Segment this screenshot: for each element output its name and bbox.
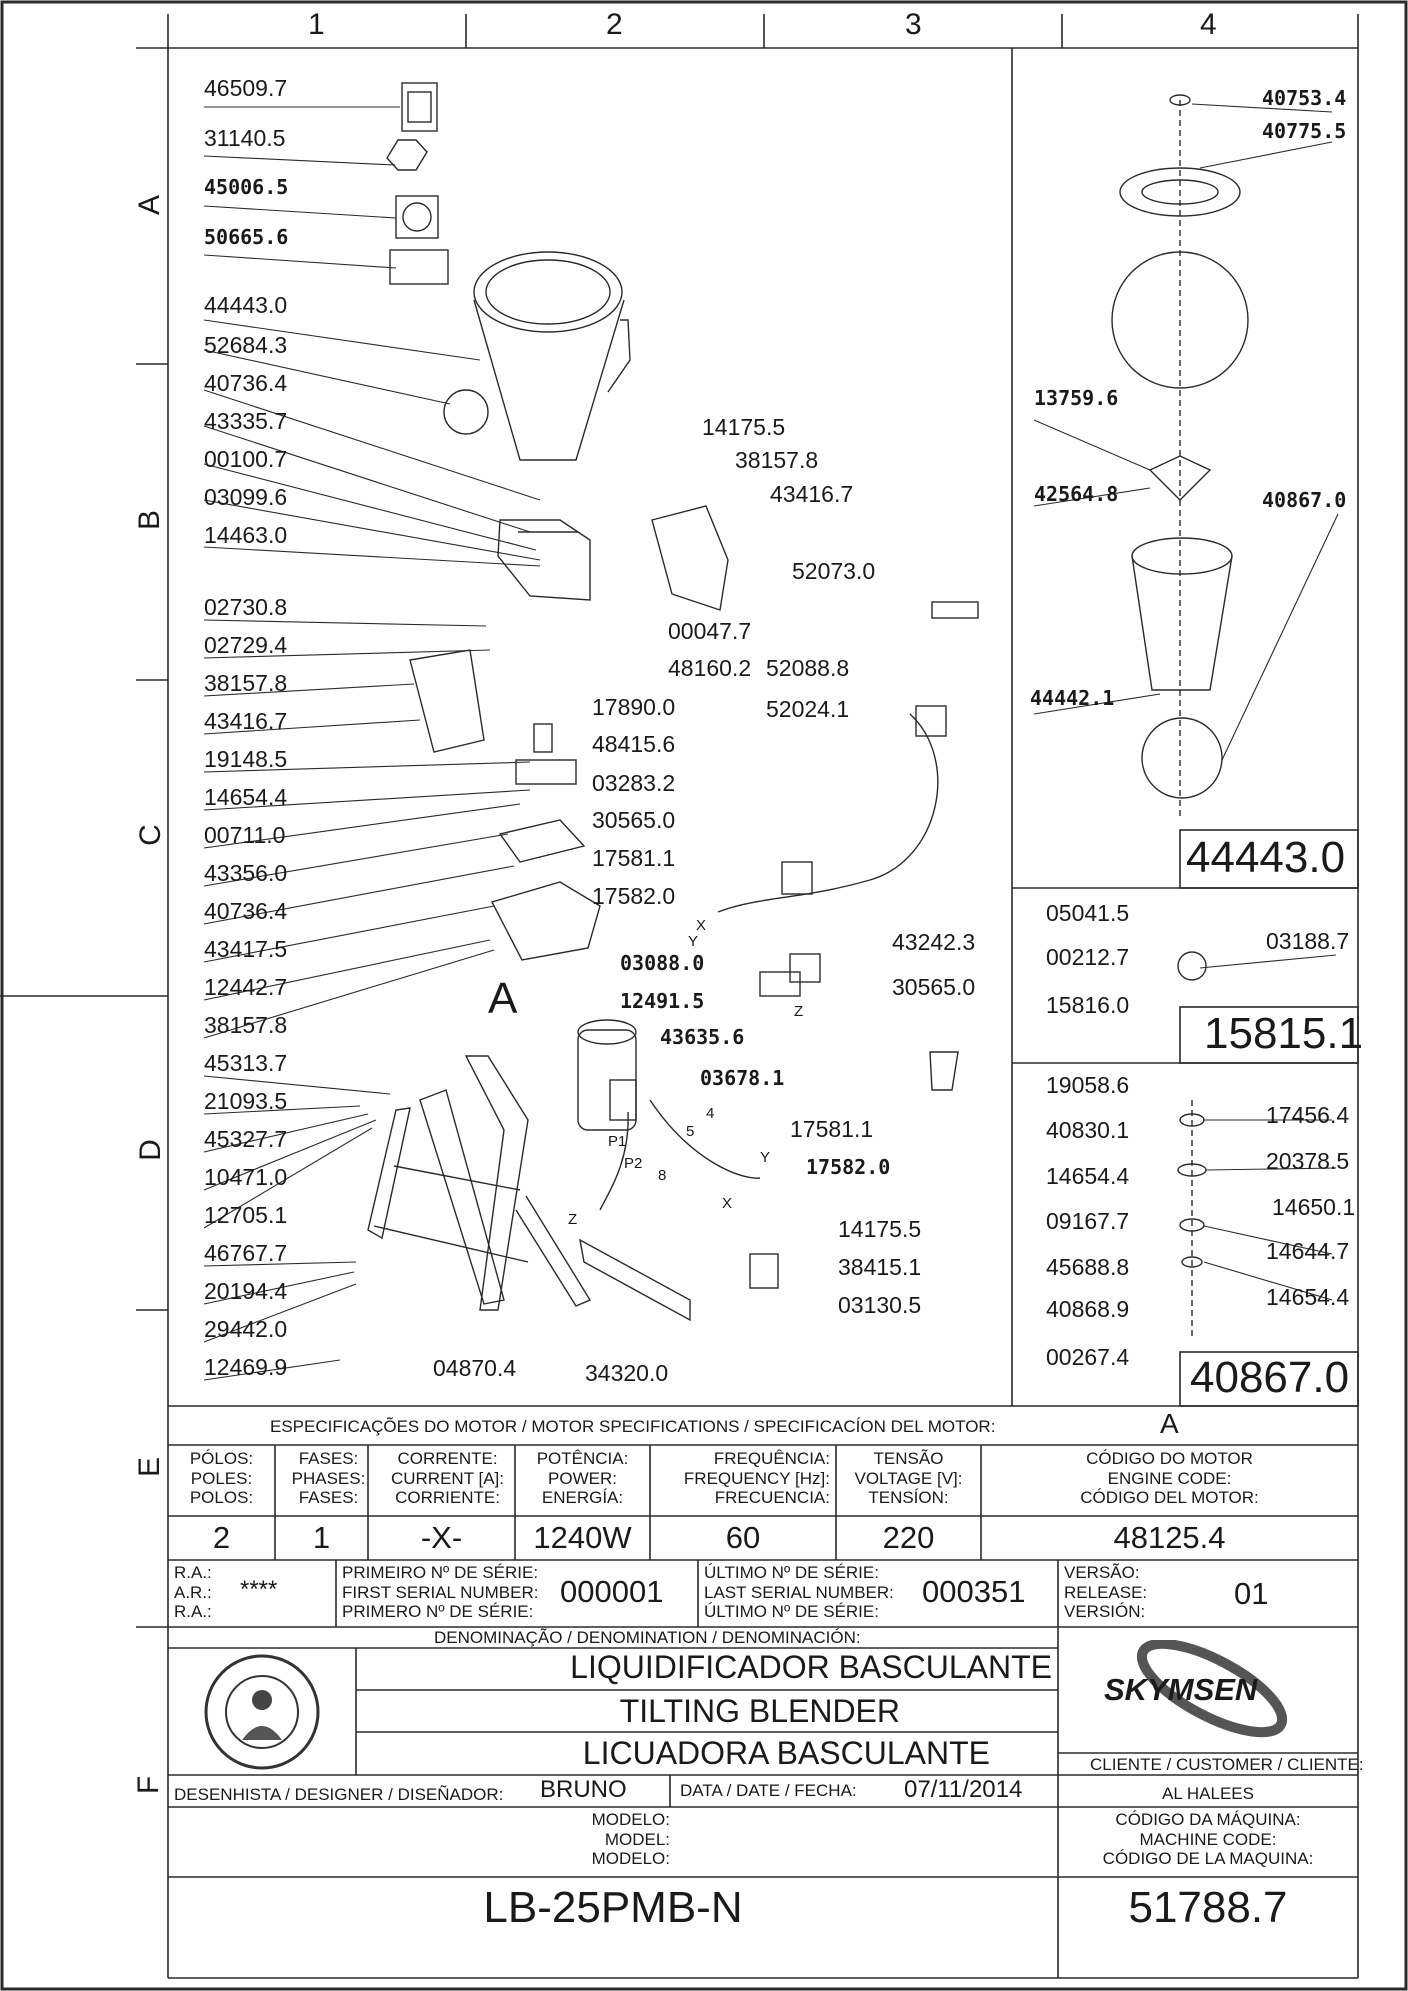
part-label: 03188.7 <box>1266 928 1350 954</box>
ra-labels: R.A.: A.R.: R.A.: <box>174 1563 212 1622</box>
part-label: 52684.3 <box>204 332 288 358</box>
part-label: 45006.5 <box>204 175 289 199</box>
part-label: 43242.3 <box>892 929 976 955</box>
part-label: 12442.7 <box>204 974 288 1000</box>
part-label: 46767.7 <box>204 1240 288 1266</box>
grid-col-1: 1 <box>308 8 325 41</box>
first-serial-value: 000001 <box>560 1574 664 1609</box>
part-label: 38157.8 <box>735 447 819 473</box>
designer-label: DESENHISTA / DESIGNER / DISEÑADOR: <box>174 1785 504 1804</box>
part-label: 38157.8 <box>204 670 288 696</box>
last-serial-labels: ÚLTIMO Nº DE SÉRIE: LAST SERIAL NUMBER: ÚLTIMO Nº DE SÉRIE: <box>704 1563 894 1622</box>
part-label: 40868.9 <box>1046 1296 1130 1322</box>
grid-row-f: F <box>132 1775 166 1795</box>
part-label: 00711.0 <box>204 822 286 848</box>
wire-label: Z <box>794 1003 804 1020</box>
part-label: 40736.4 <box>204 370 288 396</box>
part-label: 42564.8 <box>1034 482 1119 506</box>
part-label: 17582.0 <box>592 883 676 909</box>
part-label: 40753.4 <box>1262 86 1347 110</box>
part-label: 48160.2 <box>668 655 752 681</box>
part-label: 40867.0 <box>1262 488 1347 512</box>
model-labels: MODELO: MODEL: MODELO: <box>591 1810 670 1869</box>
last-serial-value: 000351 <box>922 1574 1026 1609</box>
denomination-en: TILTING BLENDER <box>619 1693 900 1729</box>
part-label: 00047.7 <box>668 618 752 644</box>
grid-row-e: E <box>133 1456 167 1478</box>
version-value: 01 <box>1234 1576 1269 1611</box>
part-label: 44443.0 <box>204 292 288 318</box>
part-label: 40736.4 <box>204 898 288 924</box>
sticker-46509 <box>402 83 437 131</box>
ground-symbol <box>387 140 427 170</box>
part-label: 21093.5 <box>204 1088 288 1114</box>
part-label: 15816.0 <box>1046 992 1130 1018</box>
spec-value-power: 1240W <box>533 1520 632 1555</box>
spec-value-voltage: 220 <box>882 1520 935 1555</box>
part-label: 19148.5 <box>204 746 288 772</box>
part-label: 45327.7 <box>204 1126 288 1152</box>
part-label: 45688.8 <box>1046 1254 1130 1280</box>
part-label: 43416.7 <box>770 481 854 507</box>
part-label: 44442.1 <box>1030 686 1115 710</box>
spec-header-poles: PÓLOS: POLES: POLOS: <box>189 1449 254 1508</box>
part-label: 43356.0 <box>204 860 288 886</box>
wire-label: P1 <box>608 1133 627 1150</box>
part-label: 14175.5 <box>838 1216 922 1242</box>
wire-label: 5 <box>686 1123 695 1140</box>
part-label: 43416.7 <box>204 708 288 734</box>
grid-row-a: A <box>133 194 167 216</box>
part-label: 03099.6 <box>204 484 288 510</box>
spec-header-current: CORRENTE: CURRENT [A]: CORRIENTE: <box>390 1449 505 1508</box>
part-label: 50665.6 <box>204 225 289 249</box>
customer-value: AL HALEES <box>1162 1784 1254 1803</box>
part-label: 52073.0 <box>792 558 876 584</box>
part-label: 30565.0 <box>892 974 976 1000</box>
spec-header-frequency: FREQUÊNCIA: FREQUENCY [Hz]: FRECUENCIA: <box>683 1449 830 1508</box>
designer-value: BRUNO <box>540 1776 627 1803</box>
part-label: 43417.5 <box>204 936 288 962</box>
part-label: 17581.1 <box>592 845 676 871</box>
part-label: 12491.5 <box>620 989 705 1013</box>
part-label: 00212.7 <box>1046 944 1130 970</box>
part-label: 14463.0 <box>204 522 288 548</box>
spec-header-power: POTÊNCIA: POWER: ENERGÍA: <box>536 1449 629 1508</box>
part-label: 38415.1 <box>838 1254 922 1280</box>
brand-name: SKYMSEN <box>1104 1672 1258 1707</box>
part-label: 43635.6 <box>660 1025 745 1049</box>
spec-header-engine-code: CÓDIGO DO MOTOR ENGINE CODE: CÓDIGO DEL MOTOR: <box>1080 1449 1259 1508</box>
spec-value-frequency: 60 <box>725 1520 761 1555</box>
spec-value-engine-code: 48125.4 <box>1113 1520 1226 1555</box>
part-label: 19058.6 <box>1046 1072 1130 1098</box>
part-label: 40775.5 <box>1262 119 1347 143</box>
part-label: 38157.8 <box>204 1012 288 1038</box>
part-label: 20194.4 <box>204 1278 288 1304</box>
part-label: 14654.4 <box>1046 1163 1130 1189</box>
wire-label: P2 <box>624 1155 643 1172</box>
skymsen-logo <box>1094 1640 1324 1740</box>
part-label: 17890.0 <box>592 694 676 720</box>
part-label: 34320.0 <box>585 1360 669 1386</box>
wire-label: Y <box>688 933 699 950</box>
grid-row-d: D <box>133 1139 167 1161</box>
part-label: 48415.6 <box>592 731 676 757</box>
part-label: 14175.5 <box>702 414 786 440</box>
part-label: 03088.0 <box>620 951 705 975</box>
part-label: 46509.7 <box>204 75 288 101</box>
part-label: 12705.1 <box>204 1202 288 1228</box>
part-label: 17456.4 <box>1266 1102 1350 1128</box>
wire-label: Y <box>760 1149 771 1166</box>
spec-value-poles: 2 <box>212 1520 231 1555</box>
specs-title: ESPECIFICAÇÕES DO MOTOR / MOTOR SPECIFICATIONS / SPECIFICACÍON DEL MOTOR: <box>270 1417 996 1436</box>
part-label: 14654.4 <box>204 784 288 810</box>
spec-value-current: -X- <box>420 1520 463 1555</box>
specs-motor-ref: A <box>1160 1408 1179 1439</box>
machine-code-labels: CÓDIGO DA MÁQUINA: MACHINE CODE: CÓDIGO DE LA MAQUINA: <box>1102 1810 1314 1869</box>
detail-a-label: A <box>488 974 518 1023</box>
part-label: 03678.1 <box>700 1066 785 1090</box>
wire-label: 8 <box>658 1167 667 1184</box>
denomination-es: LICUADORA BASCULANTE <box>582 1735 990 1771</box>
customer-label: CLIENTE / CUSTOMER / CLIENTE: <box>1090 1755 1364 1774</box>
first-serial-labels: PRIMEIRO Nº DE SÉRIE: FIRST SERIAL NUMBER: PRIMERO Nº DE SÉRIE: <box>342 1563 539 1622</box>
denomination-label: DENOMINAÇÃO / DENOMINATION / DENOMINACIÓN: <box>434 1628 861 1647</box>
part-label: 30565.0 <box>592 807 676 833</box>
part-label: 14644.7 <box>1266 1238 1350 1264</box>
part-label: 09167.7 <box>1046 1208 1130 1234</box>
part-label: 00267.4 <box>1046 1344 1130 1370</box>
wire-label: 4 <box>706 1105 715 1122</box>
part-label: 17581.1 <box>790 1116 874 1142</box>
part-label: 00100.7 <box>204 446 288 472</box>
technical-assistance-seal <box>196 1652 328 1772</box>
assembly-code-jar: 44443.0 <box>1186 833 1346 882</box>
assembly-code-blade: 40867.0 <box>1190 1353 1350 1402</box>
spec-value-phases: 1 <box>312 1520 331 1555</box>
part-label: 10471.0 <box>204 1164 288 1190</box>
machine-code-value: 51788.7 <box>1128 1883 1288 1932</box>
grid-col-3: 3 <box>905 8 922 41</box>
part-label: 14654.4 <box>1266 1284 1350 1310</box>
part-label: 04870.4 <box>433 1355 517 1381</box>
part-label: 12469.9 <box>204 1354 288 1380</box>
date-value: 07/11/2014 <box>904 1776 1023 1803</box>
part-label: 02730.8 <box>204 594 288 620</box>
version-labels: VERSÃO: RELEASE: VERSIÓN: <box>1064 1563 1148 1622</box>
spec-header-voltage: TENSÃO VOLTAGE [V]: TENSÍON: <box>854 1449 963 1508</box>
grid-row-b: B <box>133 509 167 531</box>
part-label: 52088.8 <box>766 655 850 681</box>
part-label: 31140.5 <box>204 125 286 151</box>
grid-row-c: C <box>133 824 167 846</box>
part-label: 03283.2 <box>592 770 676 796</box>
wire-label: X <box>722 1195 733 1212</box>
grid-col-2: 2 <box>606 8 623 41</box>
grid-col-4: 4 <box>1200 8 1217 41</box>
date-label: DATA / DATE / FECHA: <box>680 1781 857 1800</box>
part-label: 43335.7 <box>204 408 288 434</box>
part-label: 03130.5 <box>838 1292 922 1318</box>
model-value: LB-25PMB-N <box>483 1883 743 1932</box>
denomination-pt: LIQUIDIFICADOR BASCULANTE <box>570 1649 1052 1685</box>
part-label: 13759.6 <box>1034 386 1119 410</box>
part-label: 05041.5 <box>1046 900 1130 926</box>
part-label: 29442.0 <box>204 1316 288 1342</box>
part-label: 40830.1 <box>1046 1117 1130 1143</box>
assembly-code-coupling: 15815.1 <box>1204 1009 1364 1058</box>
wire-label: X <box>696 917 707 934</box>
ra-value: **** <box>240 1576 278 1603</box>
wire-label: Z <box>568 1211 578 1228</box>
part-label: 45313.7 <box>204 1050 288 1076</box>
part-label: 14650.1 <box>1272 1194 1356 1220</box>
part-label: 20378.5 <box>1266 1148 1350 1174</box>
spec-header-phases: FASES: PHASES: FASES: <box>291 1449 366 1508</box>
part-label: 02729.4 <box>204 632 288 658</box>
part-label: 52024.1 <box>766 696 850 722</box>
part-label: 17582.0 <box>806 1155 891 1179</box>
